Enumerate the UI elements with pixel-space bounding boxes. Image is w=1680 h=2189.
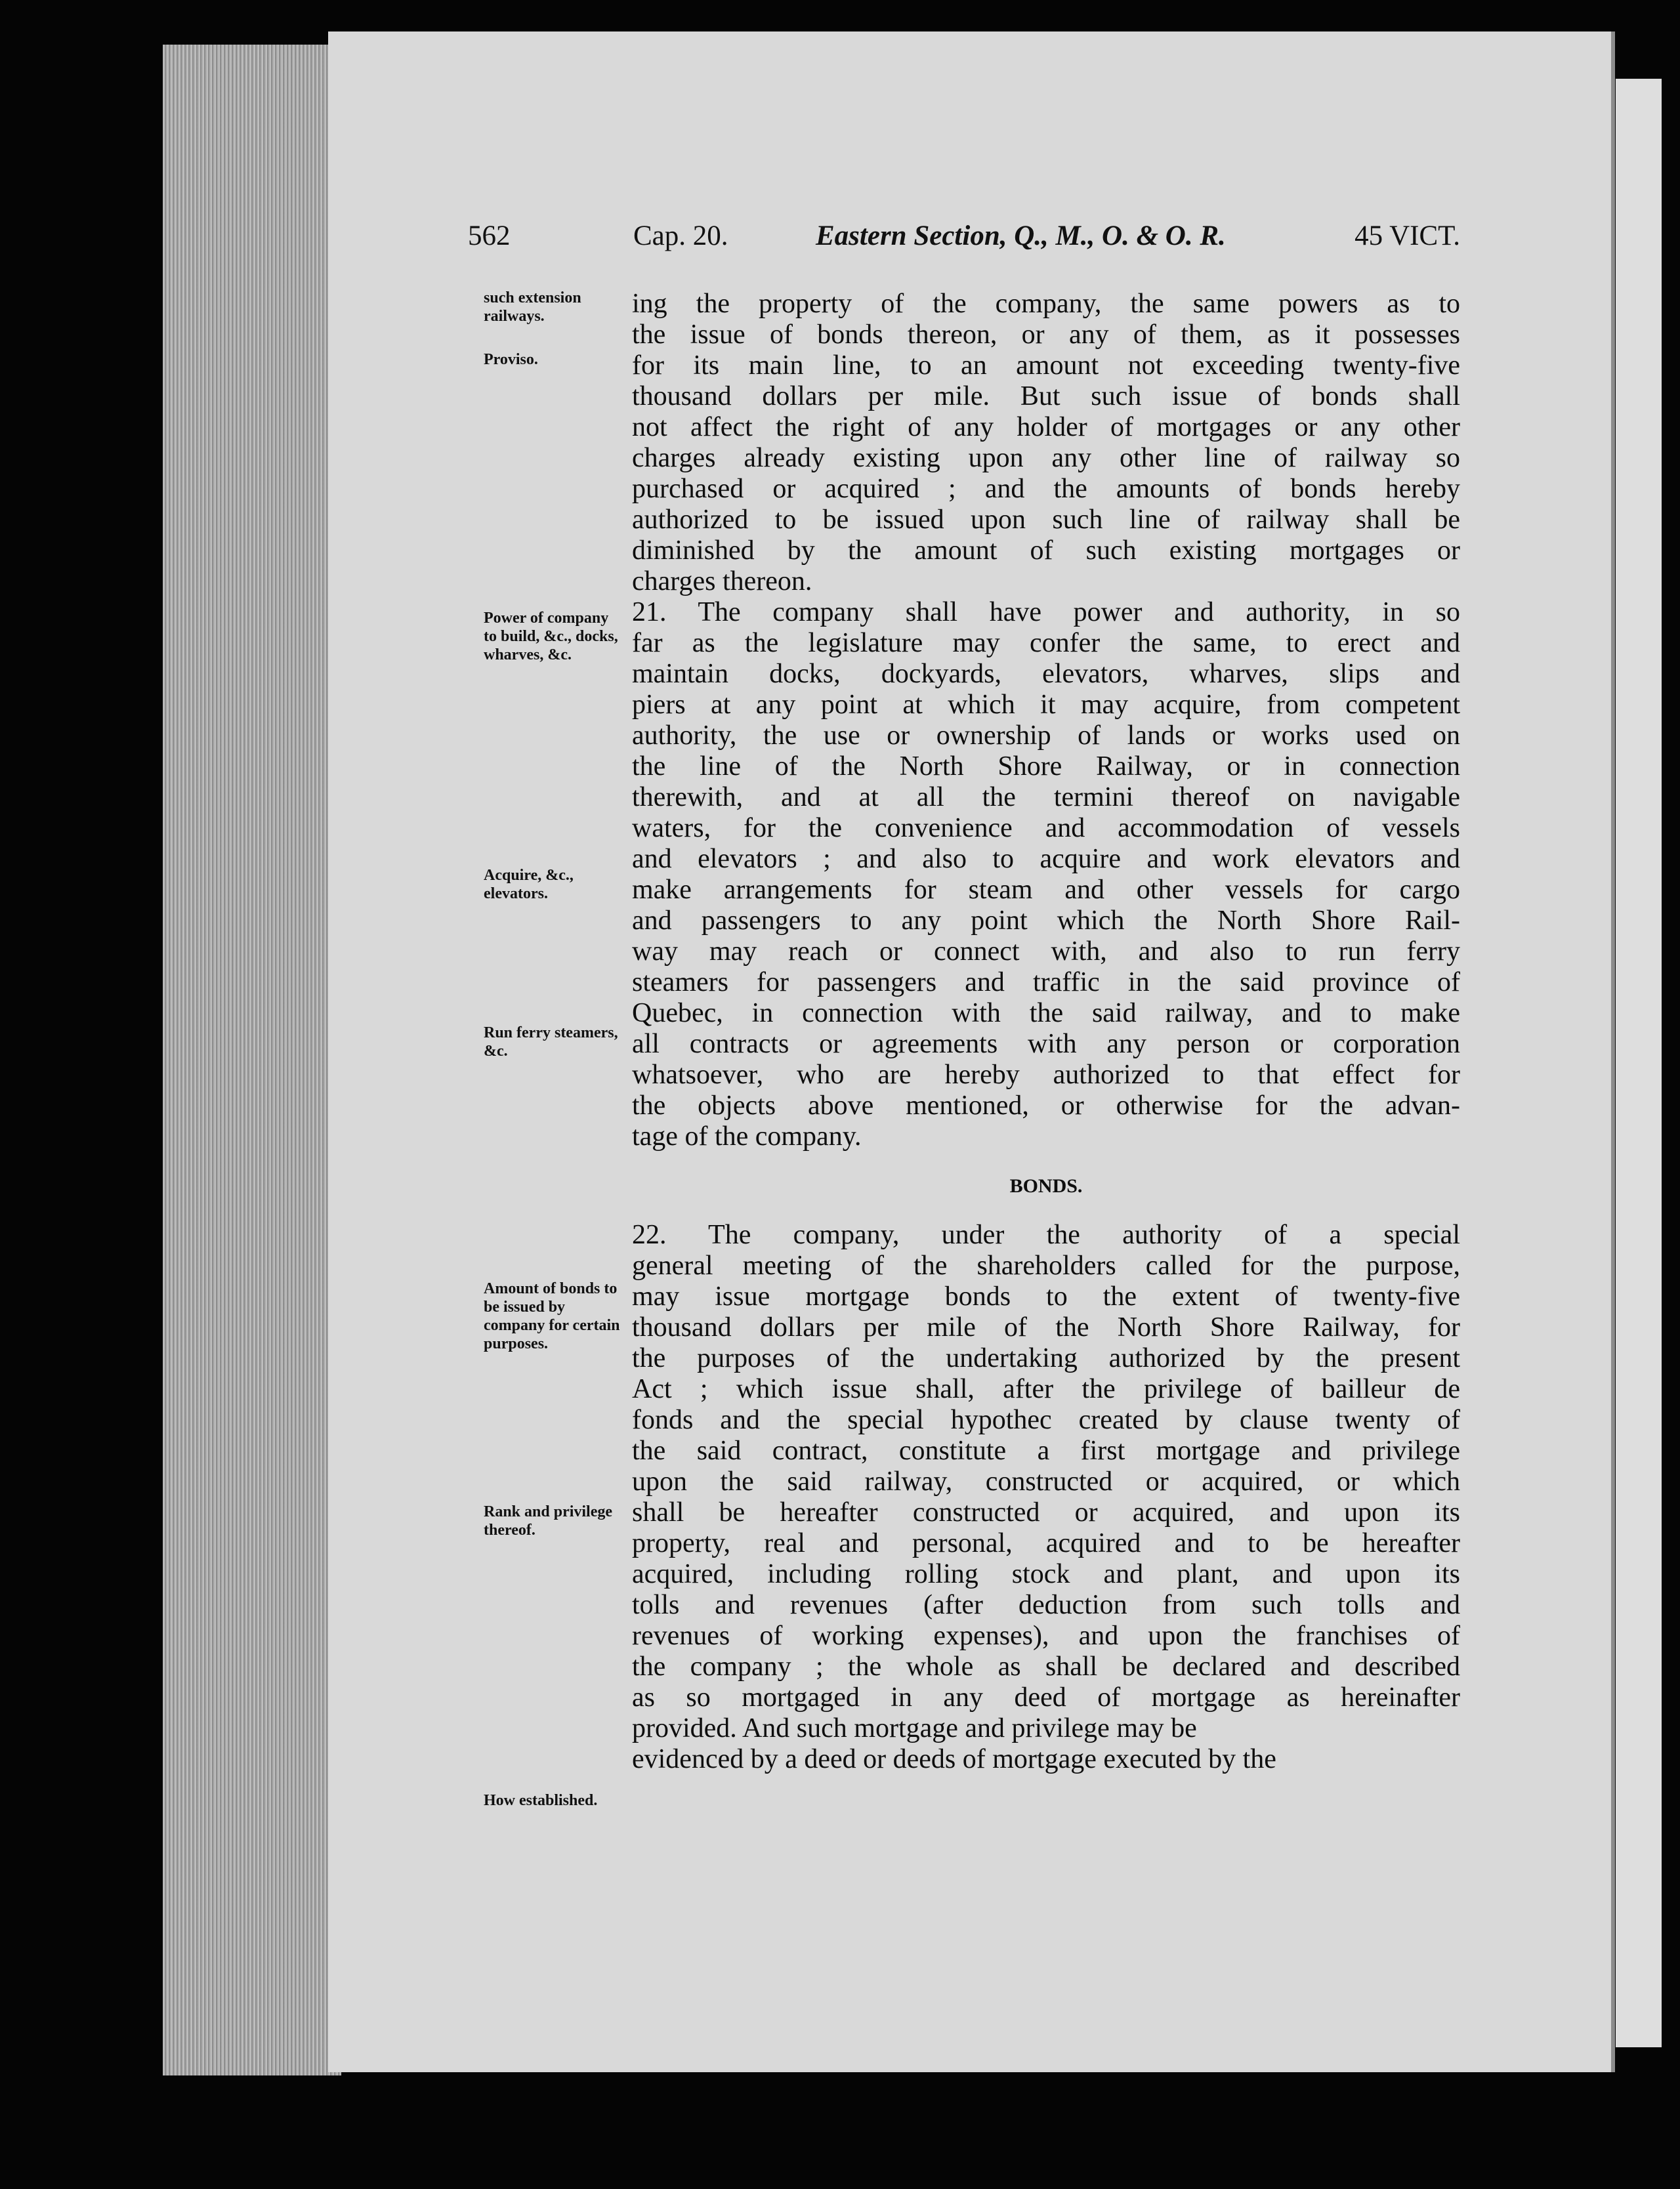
chapter-label: Cap. 20. [633, 220, 728, 251]
margin-note: such extension railways. [484, 289, 581, 325]
section-title: Eastern Section, Q., M., O. & O. R. [816, 220, 1226, 251]
regnal-year: 45 VICT. [1354, 220, 1460, 251]
text-line: authority, the use or ownership of lands or works used on [632, 720, 1460, 751]
margin-note: Amount of bonds to be issued by company for certain purposes. [484, 1280, 620, 1352]
text-line: evidenced by a deed or deeds of mortgage executed by the [632, 1744, 1276, 1774]
text-line: far as the legislature may confer the same, to erect and [632, 628, 1460, 658]
text-line: steamers for passengers and traffic in the said province of [632, 967, 1460, 997]
text-line: general meeting of the shareholders called for the purpose, [632, 1251, 1460, 1281]
text-line: shall be hereafter constructed or acquired, and upon its [632, 1497, 1460, 1528]
margin-note: Acquire, &c., elevators. [484, 867, 574, 902]
text-line: property, real and personal, acquired and to be hereafter [632, 1528, 1460, 1558]
text-line: as so mortgaged in any deed of mortgage as hereinafter [632, 1682, 1460, 1713]
margin-note: Run ferry steamers, &c. [484, 1024, 618, 1060]
text-line: piers at any point at which it may acquire, from competent [632, 690, 1460, 720]
margin-note: Power of company to build, &c., docks, wharves, &c. [484, 610, 618, 663]
text-line: may issue mortgage bonds to the extent of twenty-five [632, 1282, 1460, 1312]
text-line: fonds and the special hypothec created by clause twenty of [632, 1405, 1460, 1435]
text-line: 21. The company shall have power and authority, in so [632, 597, 1460, 627]
text-line: and elevators ; and also to acquire and work elevators and [632, 844, 1460, 874]
text-line: not affect the right of any holder of mortgages or any other [632, 412, 1460, 442]
text-line: waters, for the convenience and accommodation of vessels [632, 813, 1460, 843]
text-line: tage of the company. [632, 1121, 862, 1152]
spacer [632, 1152, 1460, 1171]
text-line: Quebec, in connection with the said railway, and to make [632, 998, 1460, 1028]
text-line: thousand dollars per mile. But such issue of bonds shall [632, 381, 1460, 411]
page-number: 562 [468, 220, 511, 251]
text-line: diminished by the amount of such existing mortgages or [632, 535, 1460, 566]
text-line: the said contract, constitute a first mortgage and privilege [632, 1436, 1460, 1466]
text-line: whatsoever, who are hereby authorized to that effect for [632, 1060, 1460, 1090]
text-line: the company ; the whole as shall be declared and described [632, 1652, 1460, 1682]
text-line: make arrangements for steam and other vessels for cargo [632, 875, 1460, 905]
text-line: upon the said railway, constructed or acquired, or which [632, 1467, 1460, 1497]
running-header [468, 220, 1460, 266]
text-line: Act ; which issue shall, after the privilege of bailleur de [632, 1374, 1460, 1404]
text-line: provided. And such mortgage and privilege may be [632, 1713, 1197, 1743]
text-line: the objects above mentioned, or otherwise for the advan- [632, 1091, 1460, 1121]
text-line: and passengers to any point which the North Shore Rail- [632, 906, 1460, 936]
text-line: revenues of working expenses), and upon the franchises of [632, 1621, 1460, 1651]
text-line: the purposes of the undertaking authorized by the present [632, 1343, 1460, 1373]
section-heading: BONDS. [1009, 1175, 1083, 1197]
spacer [632, 1201, 1460, 1220]
text-line: therewith, and at all the termini thereof on navigable [632, 782, 1460, 812]
facing-page-edge [1616, 79, 1662, 2047]
text-line: 22. The company, under the authority of a special [632, 1220, 1460, 1250]
text-line: the issue of bonds thereon, or any of them, as it possesses [632, 320, 1460, 350]
text-line: ing the property of the company, the same powers as to [632, 289, 1460, 319]
text-line: tolls and revenues (after deduction from such tolls and [632, 1590, 1460, 1620]
margin-note: Rank and privilege thereof. [484, 1503, 613, 1539]
margin-note: Proviso. [484, 351, 538, 368]
text-line: the line of the North Shore Railway, or in connection [632, 751, 1460, 782]
text-line: charges already existing upon any other line of railway so [632, 443, 1460, 473]
text-line: way may reach or connect with, and also to run ferry [632, 936, 1460, 967]
margin-note: How established. [484, 1792, 598, 1809]
text-line: thousand dollars per mile of the North Shore Railway, for [632, 1312, 1460, 1343]
text-line: purchased or acquired ; and the amounts of bonds hereby [632, 474, 1460, 504]
text-line: all contracts or agreements with any person or corporation [632, 1029, 1460, 1059]
body-text [632, 289, 1460, 1775]
text-line: authorized to be issued upon such line of railway shall be [632, 505, 1460, 535]
book-page-stack [163, 45, 341, 2075]
text-line: acquired, including rolling stock and plant, and upon its [632, 1559, 1460, 1589]
text-line: charges thereon. [632, 566, 812, 596]
text-line: for its main line, to an amount not exceeding twenty-five [632, 350, 1460, 381]
text-line: maintain docks, dockyards, elevators, wharves, slips and [632, 659, 1460, 689]
